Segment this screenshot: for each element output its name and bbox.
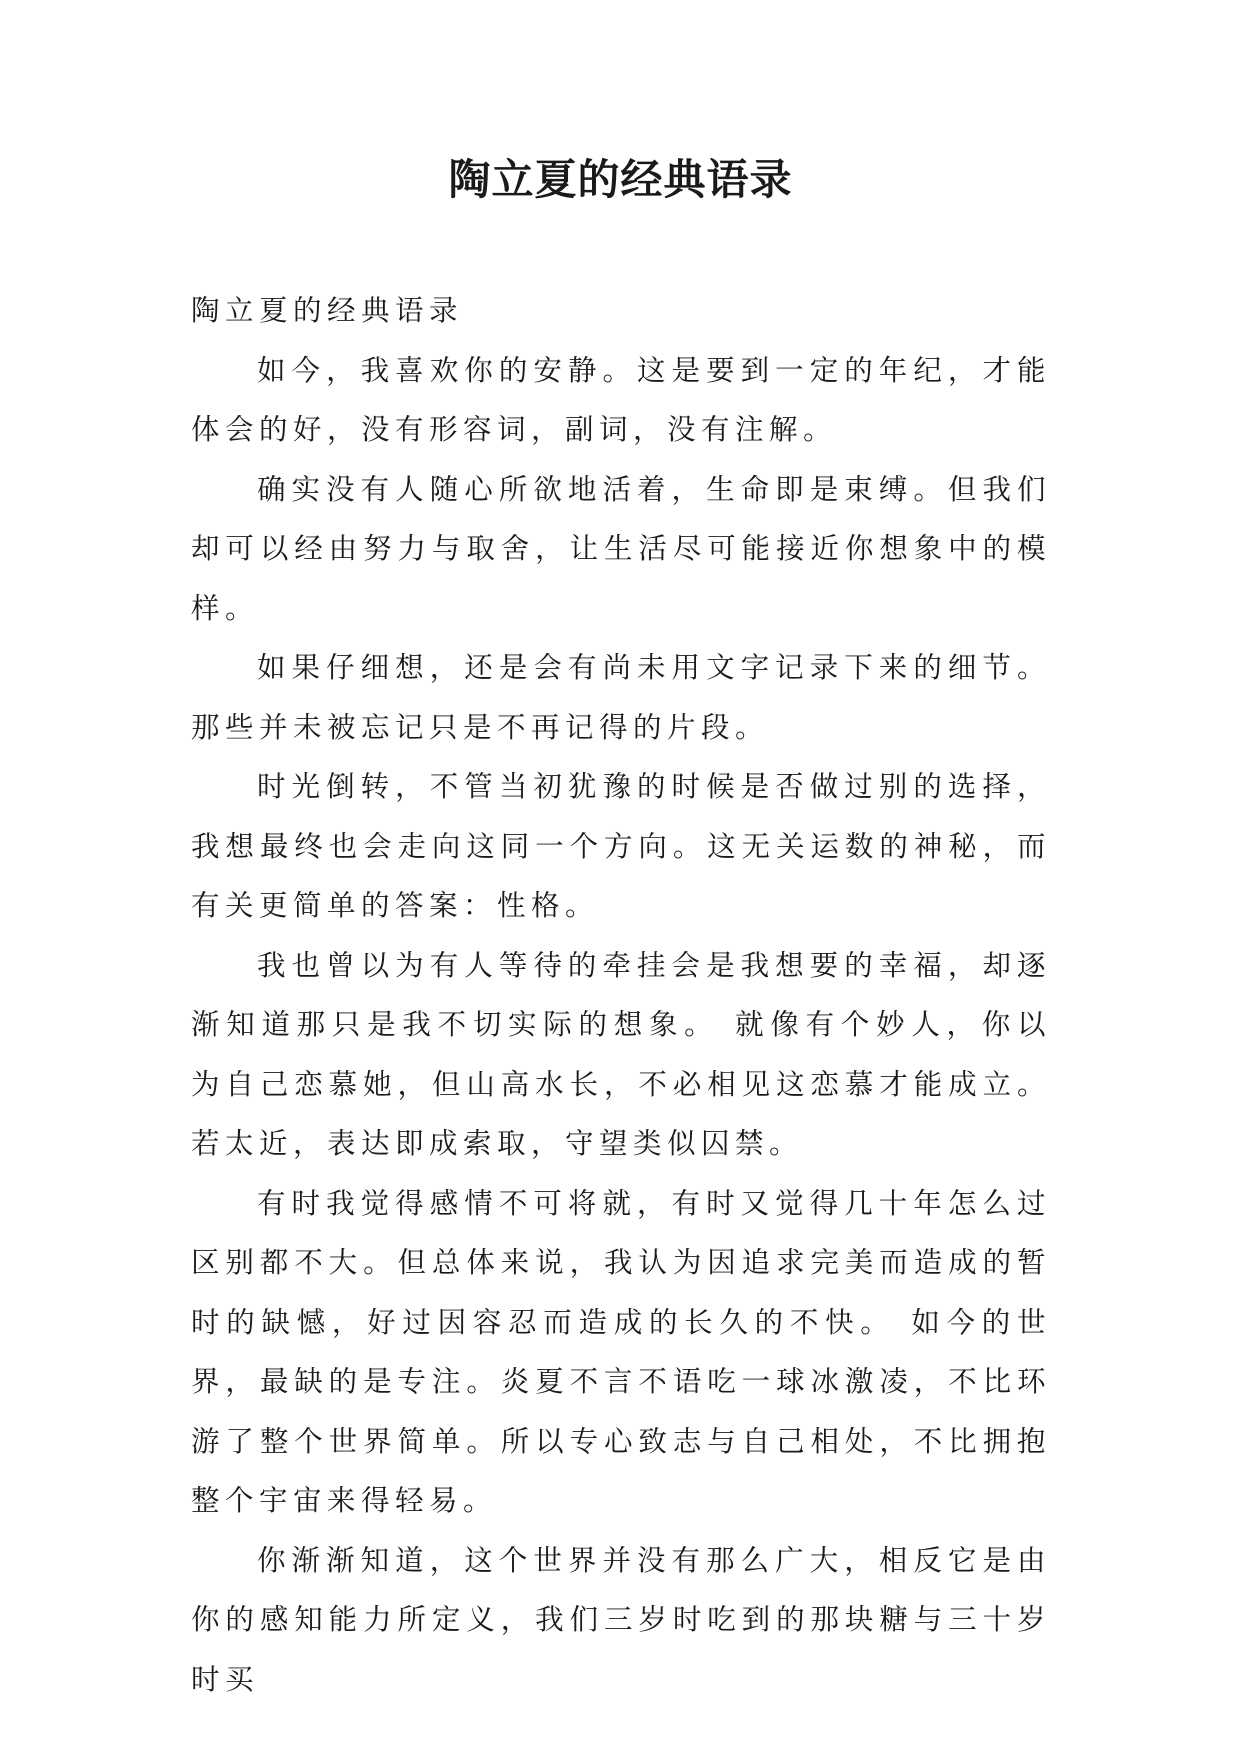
paragraph: 确实没有人随心所欲地活着，生命即是束缚。但我们却可以经由努力与取舍，让生活尽可能接近你想象中的模样。 bbox=[191, 472, 1051, 625]
paragraph: 如果仔细想，还是会有尚未用文字记录下来的细节。那些并未被忘记只是不再记得的片段。 bbox=[191, 651, 1051, 744]
document-body bbox=[191, 281, 1051, 1709]
paragraph: 有时我觉得感情不可将就，有时又觉得几十年怎么过区别都不大。但总体来说，我认为因追求完美而造成的暂时的缺憾，好过因容忍而造成的长久的不快。 如今的世界，最缺的是专注。炎夏不言不语吃一球冰激凌，不比环游了整个世界简单。所以专心致志与自己相处，不比拥抱整个宇宙来得轻易。 bbox=[191, 1186, 1051, 1517]
paragraph: 你渐渐知道，这个世界并没有那么广大，相反它是由你的感知能力所定义，我们三岁时吃到的那块糖与三十岁时买 bbox=[191, 1543, 1051, 1696]
body-subheading: 陶立夏的经典语录 bbox=[191, 294, 464, 327]
paragraph: 如今，我喜欢你的安静。这是要到一定的年纪，才能体会的好，没有形容词，副词，没有注解。 bbox=[191, 353, 1051, 446]
document-title: 陶立夏的经典语录 bbox=[448, 155, 793, 204]
paragraph: 我也曾以为有人等待的牵挂会是我想要的幸福，却逐渐知道那只是我不切实际的想象。 就像有个妙人，你以为自己恋慕她，但山高水长，不必相见这恋慕才能成立。 若太近，表达即成索取，守望类似囚禁。 bbox=[191, 948, 1051, 1160]
paragraph: 时光倒转，不管当初犹豫的时候是否做过别的选择，我想最终也会走向这同一个方向。这无关运数的神秘，而有关更简单的答案：性格。 bbox=[191, 770, 1051, 922]
